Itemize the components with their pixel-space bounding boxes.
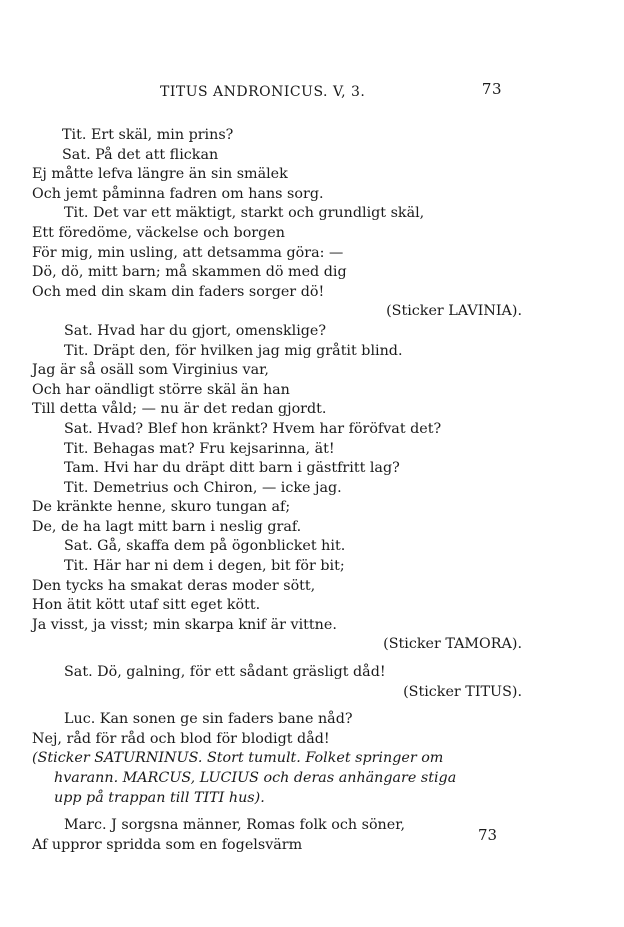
stage-direction: hvarann. MARCUS, LUCIUS och deras anhängare stiga — [54, 770, 457, 786]
stage-direction: (Sticker TAMORA). — [383, 636, 522, 653]
text-line: Tit. Här har ni dem i degen, bit för bit; — [64, 558, 345, 575]
footer-page-number: 73 — [478, 826, 498, 844]
text-line: Tit. Dräpt den, för hvilken jag mig gråtit blind. — [64, 342, 403, 359]
play-title: TITUS ANDRONICUS. — [160, 84, 328, 100]
text-line: Och med din skam din faders sorger dö! — [32, 283, 325, 300]
running-header — [160, 80, 570, 100]
text-line: Ja visst, ja visst; min skarpa knif är vittne. — [32, 616, 337, 633]
text-line: Dö, dö, mitt barn; må skammen dö med dig — [32, 264, 347, 281]
text-line: Sat. Hvad? Blef hon kränkt? Hvem har föröfvat det? — [64, 420, 442, 437]
text-line: Tam. Hvi har du dräpt ditt barn i gästfritt lag? — [64, 460, 400, 477]
text-line: Marc. J sorgsna männer, Romas folk och söner, — [64, 817, 406, 834]
stage-direction: upp på trappan till TITI hus). — [54, 789, 265, 806]
play-text — [32, 126, 532, 855]
text-line: Tit. Det var ett mäktigt, starkt och grundligt skäl, — [64, 205, 425, 222]
text-line: För mig, min usling, att detsamma göra: — — [32, 244, 344, 261]
text-line: Af uppror spridda som en fogelsvärm — [32, 836, 303, 853]
text-line: Den tycks ha smakat deras moder sött, — [32, 577, 316, 594]
text-line: Hon ätit kött utaf sitt eget kött. — [32, 597, 261, 614]
header-page-number: 73 — [481, 80, 502, 98]
text-line: Och jemt påminna fadren om hans sorg. — [32, 185, 324, 202]
text-line: Luc. Kan sonen ge sin faders bane nåd? — [64, 711, 353, 728]
text-line: Sat. På det att flickan — [62, 146, 219, 163]
text-line: Sat. Hvad har du gjort, omensklige? — [64, 322, 327, 339]
stage-direction: (Sticker SATURNINUS. Stort tumult. Folket springer om — [32, 750, 444, 767]
stage-direction: (Sticker LAVINIA). — [386, 303, 522, 320]
text-line: Och har oändligt större skäl än han — [32, 381, 290, 398]
text-line: Sat. Dö, galning, för ett sådant gräsligt dåd! — [64, 664, 386, 681]
text-line: De kränkte henne, skuro tungan af; — [32, 499, 291, 516]
text-line: Sat. Gå, skaffa dem på ögonblicket hit. — [64, 538, 346, 555]
text-line: Tit. Ert skäl, min prins? — [62, 127, 234, 143]
text-line: Tit. Demetrius och Chiron, — icke jag. — [64, 479, 342, 496]
stage-direction: (Sticker TITUS). — [403, 683, 522, 700]
act-scene: V, 3. — [332, 84, 366, 100]
text-line: Till detta våld; — nu är det redan gjordt. — [32, 401, 327, 418]
text-line: De, de ha lagt mitt barn i neslig graf. — [32, 518, 302, 535]
text-line: Ett föredöme, väckelse och borgen — [32, 224, 285, 241]
text-line: Nej, råd för råd och blod för blodigt dåd! — [32, 730, 330, 747]
text-line: Ej måtte lefva längre än sin smälek — [32, 166, 288, 183]
text-line: Jag är så osäll som Virginius var, — [32, 362, 269, 379]
text-line: Tit. Behagas mat? Fru kejsarinna, ät! — [64, 440, 335, 457]
